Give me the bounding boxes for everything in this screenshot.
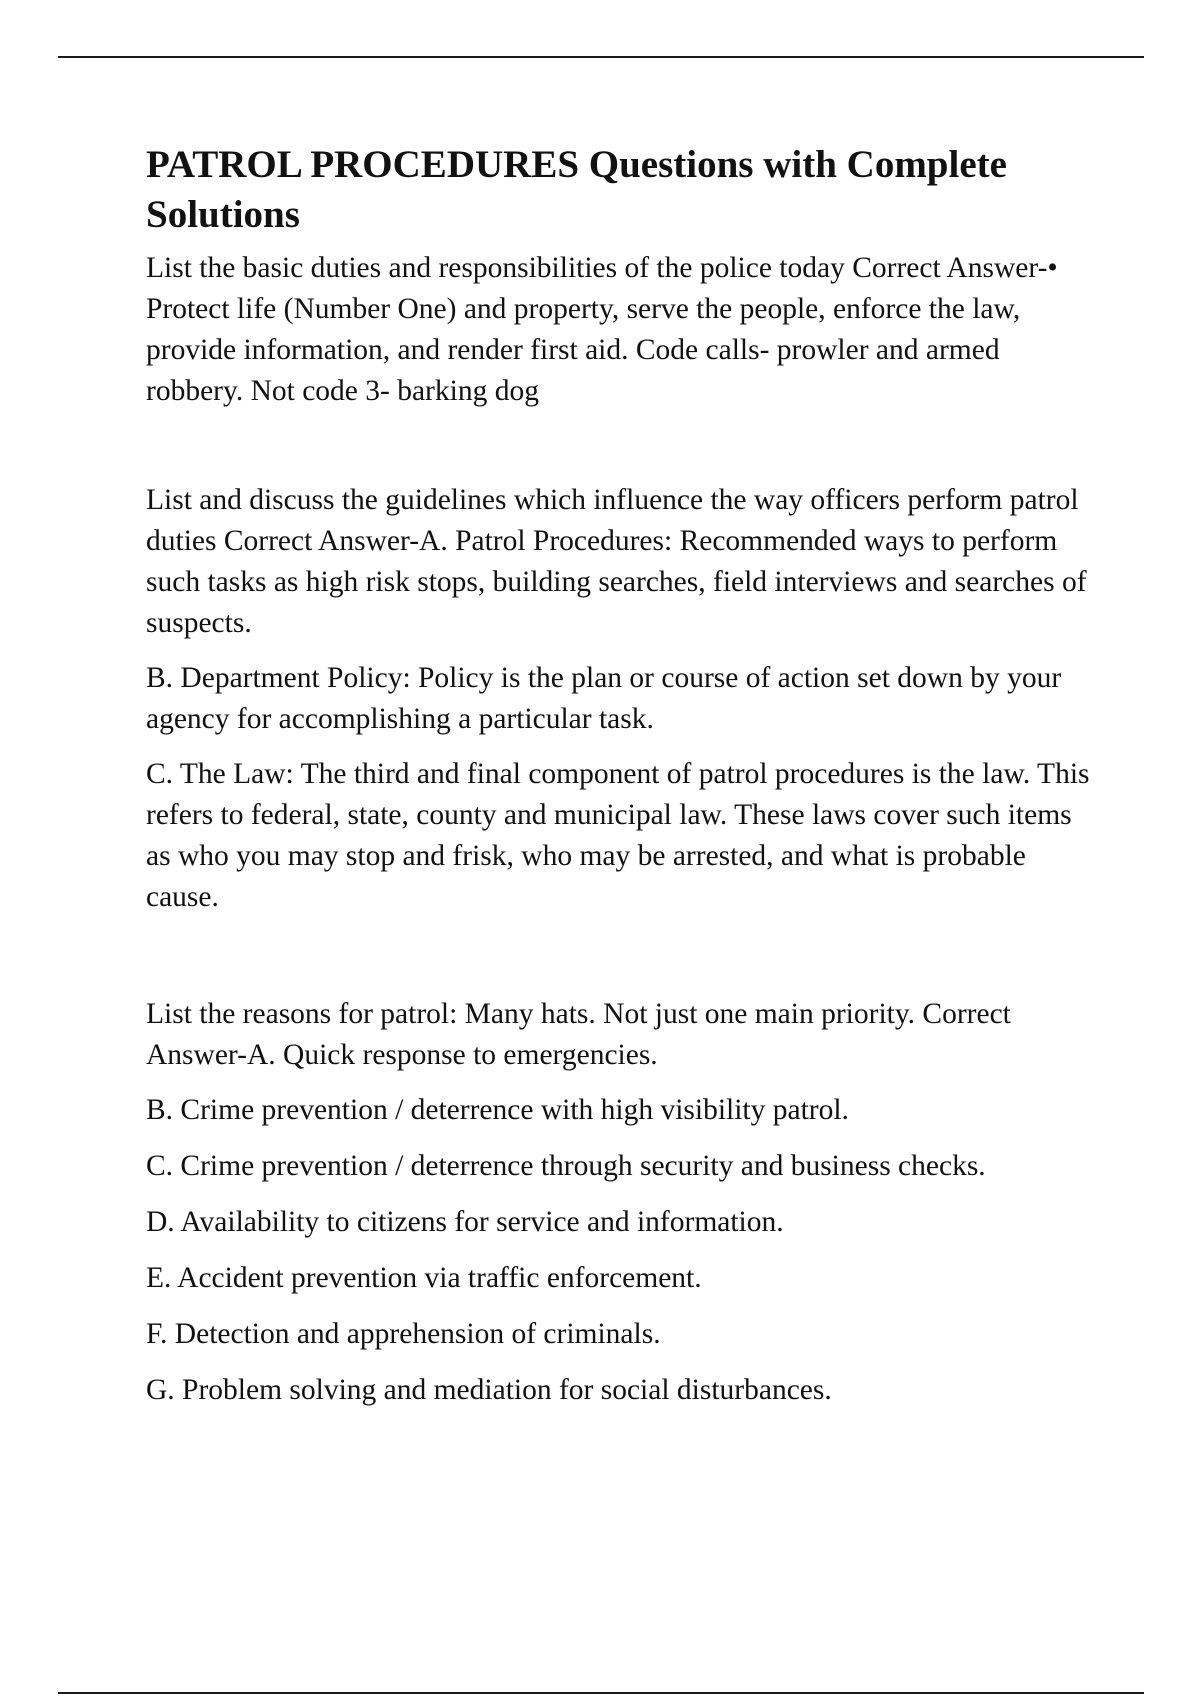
document-body	[146, 140, 1096, 1426]
question-3-item: B. Crime prevention / deterrence with high visibility patrol.	[146, 1094, 849, 1126]
question-3-item: G. Problem solving and mediation for social disturbances.	[146, 1374, 832, 1406]
question-3-item: F. Detection and apprehension of criminals.	[146, 1318, 661, 1350]
question-1: List the basic duties and responsibilities of the police today Correct Answer-• Protect life (Number One) and property, serve the people, enforce the law, provide information, and render first aid. Code calls- prowler and armed robbery. Not code 3- barking dog	[146, 252, 1058, 407]
question-2: List and discuss the guidelines which influence the way officers perform patrol duties Correct Answer-A. Patrol Procedures: Recommended ways to perform such tasks as high risk stops, building searches, field interviews and searches of suspects.	[146, 484, 1087, 639]
question-3-item: E. Accident prevention via traffic enforcement.	[146, 1262, 702, 1294]
header-rule	[58, 56, 1144, 58]
question-2-part-b: B. Department Policy: Policy is the plan or course of action set down by your agency for accomplishing a particular task.	[146, 662, 1062, 735]
question-3-item: D. Availability to citizens for service and information.	[146, 1206, 784, 1238]
question-3-item: C. Crime prevention / deterrence through security and business checks.	[146, 1150, 986, 1182]
footer-rule	[58, 1692, 1144, 1694]
question-3: List the reasons for patrol: Many hats. Not just one main priority. Correct Answer-A. Quick response to emergencies.	[146, 998, 1011, 1071]
document-title: PATROL PROCEDURES Questions with Complete Solutions	[146, 143, 1007, 236]
question-2-part-c: C. The Law: The third and final component of patrol procedures is the law. This refers to federal, state, county and municipal law. These laws cover such items as who you may stop and frisk, who may be arrested, and what is probable cause.	[146, 758, 1090, 913]
